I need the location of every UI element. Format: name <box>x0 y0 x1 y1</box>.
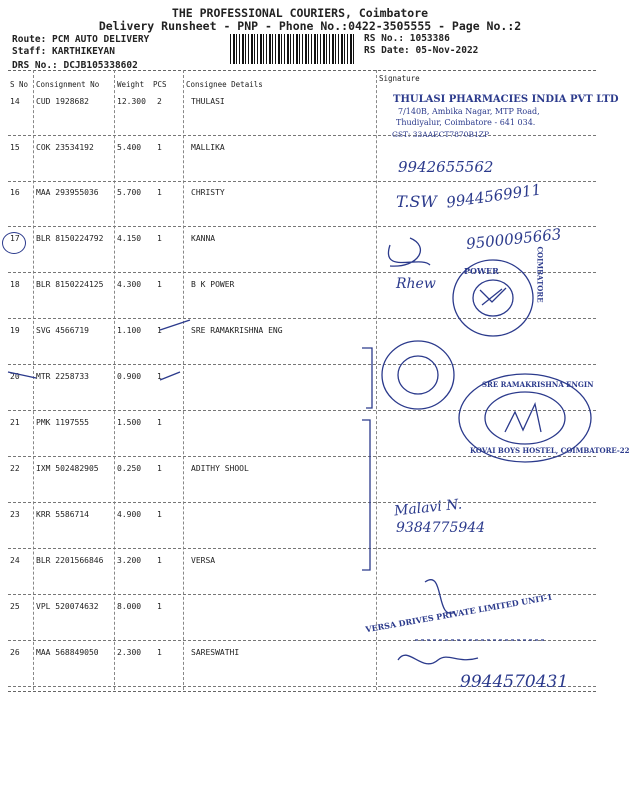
row-weight: 1.100 <box>117 326 142 335</box>
col-signature: Signature <box>379 74 420 83</box>
row-consignee: SRE RAMAKRISHNA ENG <box>191 326 283 335</box>
row-sno: 19 <box>10 326 20 335</box>
stamp-thulasi: THULASI PHARMACIES INDIA PVT LTD <box>393 94 619 105</box>
row-pcs: 1 <box>157 372 162 381</box>
row-consignment-no: PMK 1197555 <box>36 418 89 427</box>
row-consignment-no: KRR 5586714 <box>36 510 89 519</box>
row-weight: 12.300 <box>117 97 146 106</box>
tick-marks <box>8 320 190 380</box>
company-title: THE PROFESSIONAL COURIERS, Coimbatore <box>171 6 429 20</box>
col-weight: Weight <box>117 80 145 89</box>
row-consignee: CHRISTY <box>191 188 225 197</box>
row-pcs: 1 <box>157 464 162 473</box>
row-pcs: 1 <box>157 418 162 427</box>
sign-rhew: Rhew <box>396 276 436 292</box>
row-sno: 16 <box>10 188 20 197</box>
row-weight: 4.900 <box>117 510 142 519</box>
stamp-versa: VERSA DRIVES PRIVATE LIMITED UNIT-1 <box>364 591 554 635</box>
row-sno: 18 <box>10 280 20 289</box>
row-consignment-no: MAA 293955036 <box>36 188 99 197</box>
row-consignment-no: VPL 520074632 <box>36 602 99 611</box>
row-weight: 8.000 <box>117 602 142 611</box>
runsheet-subtitle: Delivery Runsheet - PNP - Phone No.:0422-3505555 - Page No.:2 <box>98 19 522 33</box>
row-consignee: MALLIKA <box>191 143 225 152</box>
row-sno: 26 <box>10 648 20 657</box>
staff: Staff: KARTHIKEYAN <box>12 46 115 57</box>
stamp-gst: GST: 33AAECT7870B1ZP <box>392 130 489 139</box>
row-pcs: 1 <box>157 556 162 565</box>
row-pcs: 1 <box>157 602 162 611</box>
signature-25 <box>425 580 455 614</box>
row-consignment-no: COK 23534192 <box>36 143 94 152</box>
bracket <box>362 348 372 570</box>
row-consignment-no: CUD 1928682 <box>36 97 89 106</box>
row-consignment-no: MTR 2258733 <box>36 372 89 381</box>
phone-4: 9384775944 <box>396 520 486 536</box>
row-consignment-no: BLR 2201566846 <box>36 556 104 565</box>
phone-3: 9500095663 <box>465 225 563 253</box>
row-pcs: 1 <box>157 326 162 335</box>
route: Route: PCM AUTO DELIVERY <box>12 34 150 45</box>
row-pcs: 1 <box>157 188 162 197</box>
row-weight: 2.300 <box>117 648 142 657</box>
row-weight: 4.300 <box>117 280 142 289</box>
phone-2: 9944569911 <box>445 180 543 212</box>
row-consignee: SARESWATHI <box>191 648 240 657</box>
signature-17 <box>388 238 430 266</box>
stamp-coimbatore: COIMBATORE <box>535 246 545 303</box>
stamp-addr1: 7/140B, Ambika Nagar, MTP Road, <box>398 107 540 116</box>
phone-1: 9942655562 <box>398 158 494 176</box>
row-consignment-no: SVG 4566719 <box>36 326 89 335</box>
col-pcs: PCS <box>153 80 167 89</box>
row-weight: 1.500 <box>117 418 142 427</box>
row-sno: 14 <box>10 97 20 106</box>
row-pcs: 1 <box>157 143 162 152</box>
row-weight: 4.150 <box>117 234 142 243</box>
col-consignee: Consignee Details <box>186 80 263 89</box>
row-consignee: B K POWER <box>191 280 235 289</box>
rs-date: RS Date: 05-Nov-2022 <box>364 45 479 56</box>
row-pcs: 2 <box>157 97 162 106</box>
row-consignee: KANNA <box>191 234 216 243</box>
row-consignment-no: MAA 568849050 <box>36 648 99 657</box>
row-sno: 23 <box>10 510 20 519</box>
row-pcs: 1 <box>157 234 162 243</box>
col-consignment: Consignment No <box>36 80 100 89</box>
row-weight: 5.400 <box>117 143 142 152</box>
row-sno: 25 <box>10 602 20 611</box>
stamp-addr2: Thudiyalur, Coimbatore - 641 034. <box>396 118 536 127</box>
row-weight: 0.900 <box>117 372 142 381</box>
stamp-rk: SRE RAMAKRISHNA ENGIN <box>482 380 594 389</box>
row-weight: 5.700 <box>117 188 142 197</box>
row-consignment-no: BLR 8150224792 <box>36 234 104 243</box>
row-weight: 3.200 <box>117 556 142 565</box>
stamp-power: POWER <box>464 266 499 276</box>
col-sno: S No <box>10 80 29 89</box>
row-sno: 22 <box>10 464 20 473</box>
row-weight: 0.250 <box>117 464 142 473</box>
row-sno: 20 <box>10 372 20 381</box>
stamp-mark <box>480 288 506 305</box>
round-stamp <box>382 341 454 409</box>
phone-5: 9944570431 <box>460 672 569 692</box>
row-consignment-no: IXM 502482905 <box>36 464 99 473</box>
row-consignment-no: BLR 8150224125 <box>36 280 104 289</box>
row-sno: 17 <box>10 234 20 243</box>
row-sno: 24 <box>10 556 20 565</box>
drs-number: DRS No.: DCJB105338602 <box>12 60 138 71</box>
rs-number: RS No.: 1053386 <box>364 33 450 44</box>
signature-rk <box>505 404 541 432</box>
row-pcs: 1 <box>157 648 162 657</box>
row-sno: 21 <box>10 418 20 427</box>
row-pcs: 1 <box>157 510 162 519</box>
row-consignee: VERSA <box>191 556 216 565</box>
row-consignee: THULASI <box>191 97 225 106</box>
signature-26 <box>398 655 478 664</box>
row-sno: 15 <box>10 143 20 152</box>
sign-tsw: T.SW <box>396 192 437 211</box>
name-malavi: Malavi N. <box>393 496 463 520</box>
row-pcs: 1 <box>157 280 162 289</box>
row-consignee: ADITHY SHOOL <box>191 464 249 473</box>
stamp-hostel: KOVAI BOYS HOSTEL, COIMBATORE-22 <box>470 446 630 455</box>
